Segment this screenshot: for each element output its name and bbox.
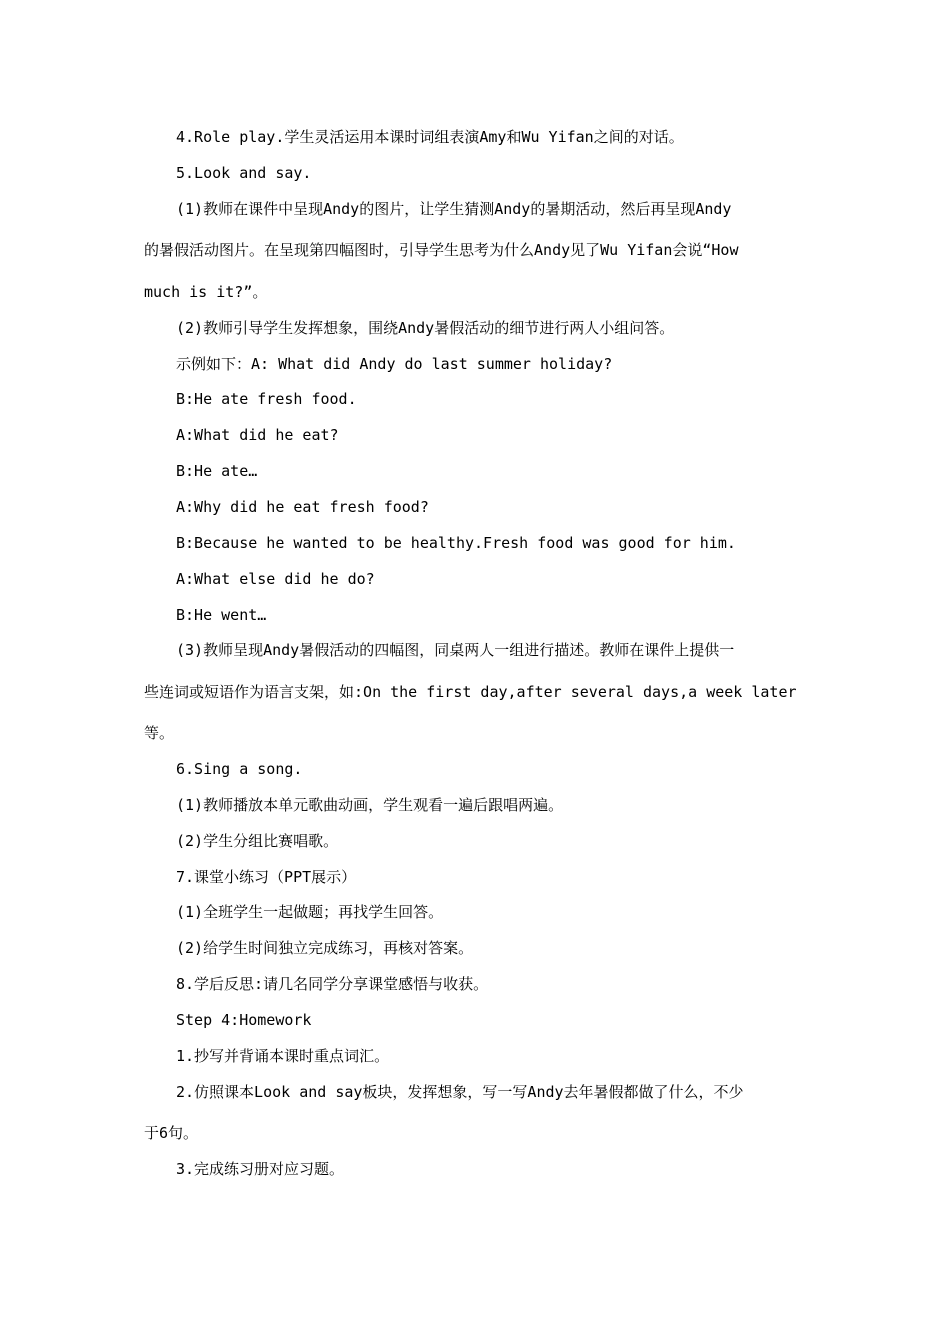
homework-item-2-line-1: 2.仿照课本Look and say板块，发挥想象，写一写Andy去年暑假都做了什么，不少 xyxy=(176,1083,744,1101)
dialogue-line: B:He went… xyxy=(176,606,267,624)
dialogue-line: A:What did he eat? xyxy=(176,426,339,444)
paragraph-5-3-line-3: 等。 xyxy=(144,724,175,742)
homework-item-3: 3.完成练习册对应习题。 xyxy=(176,1160,345,1178)
paragraph-5-1-line-1: (1)教师在课件中呈现Andy的图片，让学生猜测Andy的暑期活动，然后再呈现Andy xyxy=(176,200,732,218)
step-5-look-and-say: 5.Look and say. xyxy=(176,164,312,182)
dialogue-line: A:What else did he do? xyxy=(176,570,375,588)
paragraph-7-2: (2)给学生时间独立完成练习，再核对答案。 xyxy=(176,939,474,957)
paragraph-5-3-line-1: (3)教师呈现Andy暑假活动的四幅图，同桌两人一组进行描述。教师在课件上提供一 xyxy=(176,641,735,659)
step-7-classroom-exercise: 7.课堂小练习（PPT展示） xyxy=(176,868,357,886)
homework-item-2-line-2: 于6句。 xyxy=(144,1124,199,1142)
dialogue-example-intro: 示例如下：A: What did Andy do last summer holiday? xyxy=(176,355,613,373)
dialogue-line: B:Because he wanted to be healthy.Fresh food was good for him. xyxy=(176,534,736,552)
paragraph-5-3-line-2: 些连词或短语作为语言支架，如:On the first day,after several days,a week later xyxy=(144,683,797,701)
dialogue-line: B:He ate fresh food. xyxy=(176,390,357,408)
dialogue-line: A:Why did he eat fresh food? xyxy=(176,498,429,516)
dialogue-line: B:He ate… xyxy=(176,462,258,480)
paragraph-6-1: (1)教师播放本单元歌曲动画，学生观看一遍后跟唱两遍。 xyxy=(176,796,564,814)
step-4-role-play: 4.Role play.学生灵活运用本课时词组表演Amy和Wu Yifan之间的对话。 xyxy=(176,128,684,146)
paragraph-6-2: (2)学生分组比赛唱歌。 xyxy=(176,832,339,850)
homework-heading: Step 4:Homework xyxy=(176,1011,312,1029)
paragraph-7-1: (1)全班学生一起做题；再找学生回答。 xyxy=(176,903,444,921)
homework-item-1: 1.抄写并背诵本课时重点词汇。 xyxy=(176,1047,390,1065)
step-6-sing-a-song: 6.Sing a song. xyxy=(176,760,303,778)
paragraph-5-1-line-2: 的暑假活动图片。在呈现第四幅图时，引导学生思考为什么Andy见了Wu Yifan会说“How xyxy=(144,241,739,259)
paragraph-5-1-line-3: much is it?”。 xyxy=(144,283,268,301)
paragraph-5-2: (2)教师引导学生发挥想象，围绕Andy暑假活动的细节进行两人小组问答。 xyxy=(176,319,675,337)
step-8-reflection: 8.学后反思:请几名同学分享课堂感悟与收获。 xyxy=(176,975,489,993)
